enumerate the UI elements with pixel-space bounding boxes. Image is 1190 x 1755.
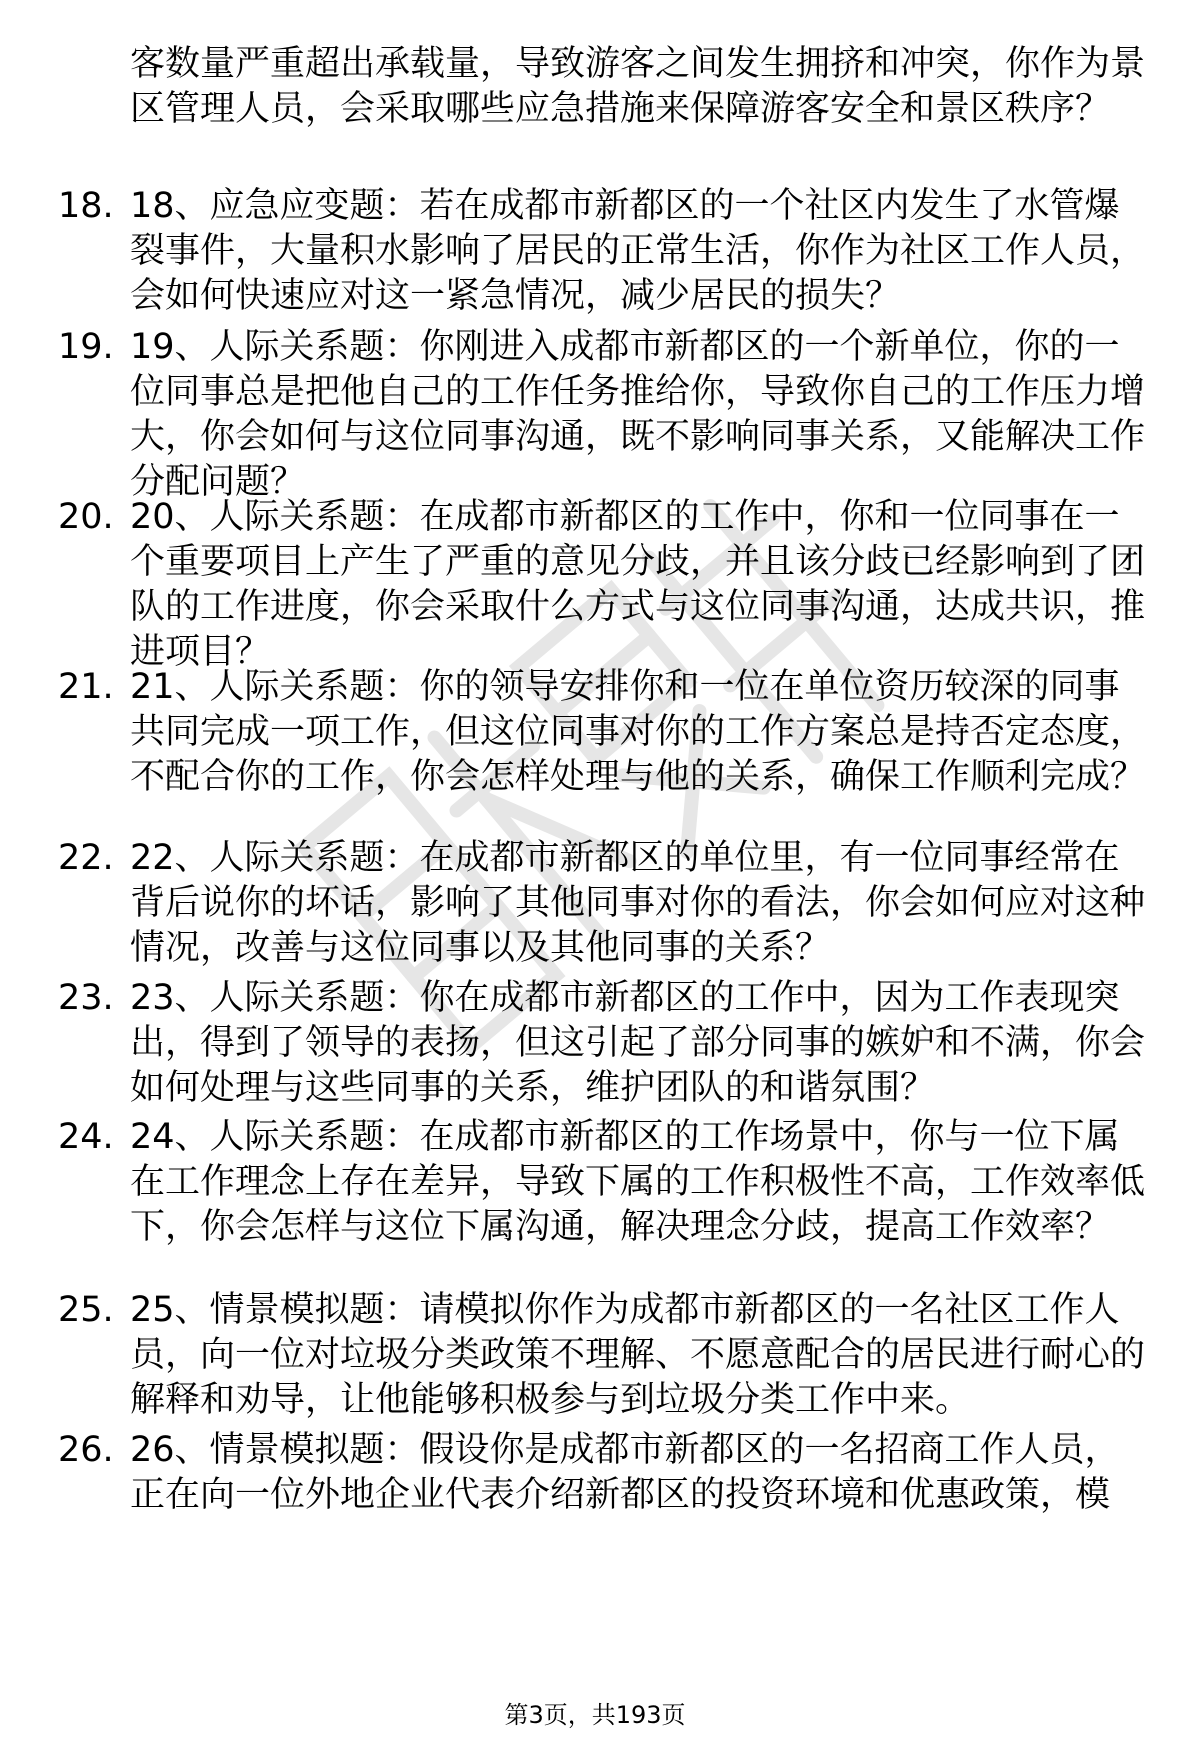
list-item-text: 22、人际关系题：在成都市新都区的单位里，有一位同事经常在背后说你的坏话，影响了其他同事对你的看法，你会如何应对这种情况，改善与这位同事以及其他同事的关系？ [130, 838, 1146, 968]
page-footer: 第3页，共193页 [504, 1701, 686, 1729]
list-item-text: 18、应急应变题：若在成都市新都区的一个社区内发生了水管爆裂事件，大量积水影响了居民的正常生活，你作为社区工作人员，会如何快速应对这一紧急情况，减少居民的损失？ [130, 186, 1146, 316]
list-item-text: 24、人际关系题：在成都市新都区的工作场景中，你与一位下属在工作理念上存在差异，导致下属的工作积极性不高，工作效率低下，你会怎样与这位下属沟通，解决理念分歧，提高工作效率？ [130, 1117, 1146, 1247]
list-item-text: 20、人际关系题：在成都市新都区的工作中，你和一位同事在一个重要项目上产生了严重的意见分歧，并且该分歧已经影响到了团队的工作进度，你会采取什么方式与这位同事沟通，达成共识，推进项目？ [130, 497, 1146, 672]
list-item-number: 23. [58, 978, 114, 1018]
list-item-number: 18. [58, 186, 114, 226]
list-item-number: 25. [58, 1290, 114, 1330]
list-item-number: 26. [58, 1430, 114, 1470]
continuation-paragraph: 客数量严重超出承载量，导致游客之间发生拥挤和冲突，你作为景区管理人员，会采取哪些应急措施来保障游客安全和景区秩序？ [130, 44, 1146, 129]
list-item-text: 23、人际关系题：你在成都市新都区的工作中，因为工作表现突出，得到了领导的表扬，但这引起了部分同事的嫉妒和不满，你会如何处理与这些同事的关系，维护团队的和谐氛围？ [130, 978, 1146, 1108]
list-item-text: 19、人际关系题：你刚进入成都市新都区的一个新单位，你的一位同事总是把他自己的工作任务推给你，导致你自己的工作压力增大，你会如何与这位同事沟通，既不影响同事关系，又能解决工作分配问题？ [130, 327, 1146, 502]
list-item-number: 22. [58, 838, 114, 878]
list-item-number: 24. [58, 1117, 114, 1157]
list-item-number: 20. [58, 497, 114, 537]
list-item-number: 19. [58, 327, 114, 367]
list-item-text: 25、情景模拟题：请模拟你作为成都市新都区的一名社区工作人员，向一位对垃圾分类政策不理解、不愿意配合的居民进行耐心的解释和劝导，让他能够积极参与到垃圾分类工作中来。 [130, 1290, 1146, 1420]
list-item-text: 21、人际关系题：你的领导安排你和一位在单位资历较深的同事共同完成一项工作，但这位同事对你的工作方案总是持否定态度，不配合你的工作，你会怎样处理与他的关系，确保工作顺利完成？ [130, 667, 1146, 797]
list-item-text: 26、情景模拟题：假设你是成都市新都区的一名招商工作人员，正在向一位外地企业代表介绍新都区的投资环境和优惠政策，模 [130, 1430, 1120, 1515]
list-item-number: 21. [58, 667, 114, 707]
